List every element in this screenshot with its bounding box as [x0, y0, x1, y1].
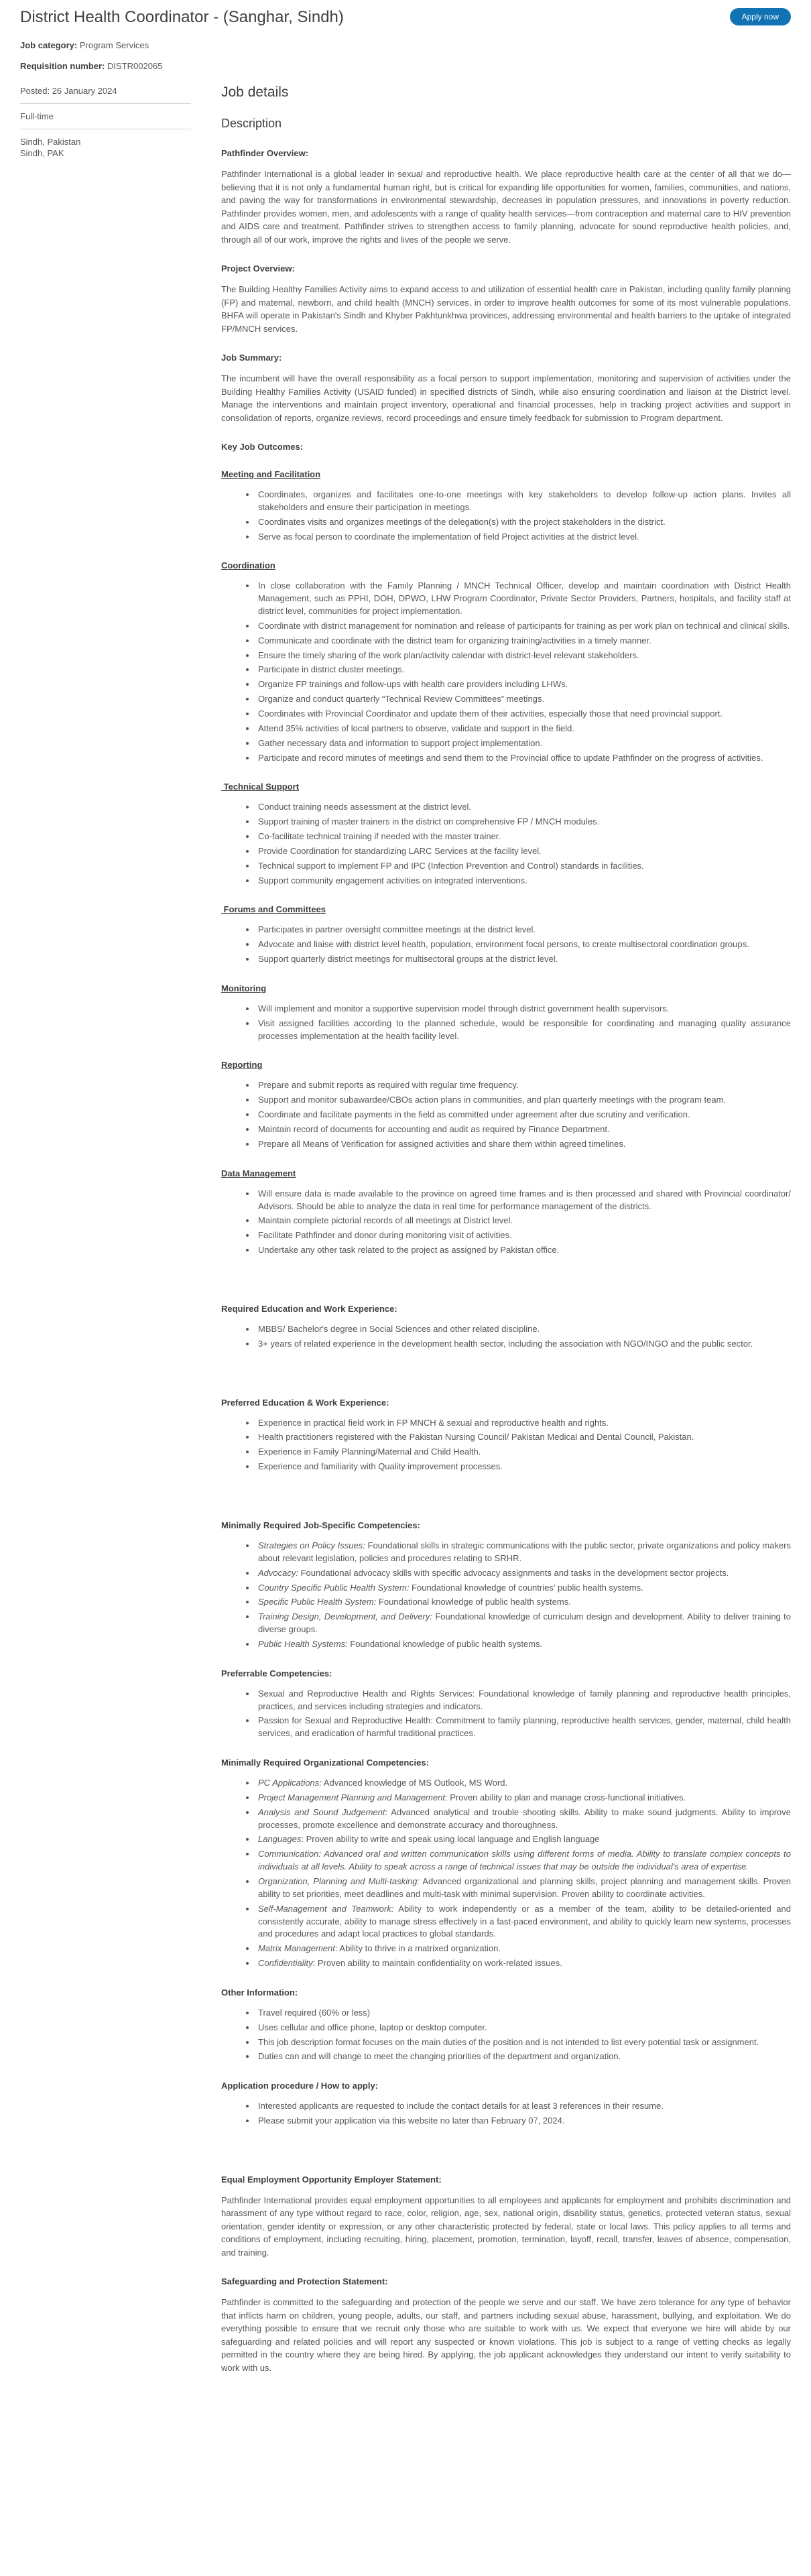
list-item: • Coordinate and facilitate payments in the field as committed under agreement after due scrutiny and verification. — [256, 1109, 791, 1121]
list-item: • Attend 35% activities of local partners to observe, validate and support in the field. — [256, 723, 791, 735]
list-item: • 3+ years of related experience in the development health sector, including the association with NGO/INGO and the public sector. — [256, 1338, 791, 1351]
list-item: • Coordinates visits and organizes meetings of the delegation(s) with the project stakeholders in the district. — [256, 516, 791, 529]
list-item: • Matrix Management: Ability to thrive in a matrixed organization. — [256, 1943, 791, 1955]
list-item: • Maintain record of documents for accounting and audit as required by Finance Department. — [256, 1123, 791, 1136]
list-item: • Strategies on Policy Issues: Foundational skills in strategic communications with the public sector, private organizations and policy makers about relevant legislation, policies and procedures relating to SRHR. — [256, 1540, 791, 1565]
section-paragraph: Pathfinder is committed to the safeguarding and protection of the people we serve and our staff. We have zero tolerance for any type of behavior that inflicts harm on children, young people, adults, our staff, and partners including sexual abuse, harassment, bullying, and exploitation. We do everything possible to ensure that we recruit only those who are suitable to work with us. We expect that everyone we hire will abide by our safeguarding and related policies and will report any suspected or known violations. This job is subject to a range of vetting checks as legally permitted in the country where they are being hired. By applying, the job applicant acknowledges they understand our intent to verify suitability to work with us. — [221, 2297, 791, 2373]
section-list — [221, 1079, 791, 1150]
two-column-layout — [20, 82, 791, 2386]
list-item: • Provide Coordination for standardizing LARC Services at the facility level. — [256, 845, 791, 858]
list-item: • Experience and familiarity with Quality improvement processes. — [256, 1461, 791, 1473]
section-list — [221, 1003, 791, 1043]
list-item: • Public Health Systems: Foundational knowledge of public health systems. — [256, 1638, 791, 1651]
list-item: • MBBS/ Bachelor's degree in Social Sciences and other related discipline. — [256, 1323, 791, 1336]
section-heading: Meeting and Facilitation — [221, 469, 321, 479]
section-heading: Minimally Required Job-Specific Competencies: — [221, 1520, 420, 1530]
section-list — [221, 1688, 791, 1740]
job-category-row — [20, 40, 791, 50]
location-line-1: Sindh, Pakistan — [20, 137, 81, 147]
description-heading: Description — [221, 117, 282, 130]
section-heading: Equal Employment Opportunity Employer Statement: — [221, 2174, 442, 2185]
list-item: • Please submit your application via this website no later than February 07, 2024. — [256, 2115, 791, 2128]
list-item: • Health practitioners registered with the Pakistan Nursing Council/ Pakistan Medical and Dental Council, Pakistan. — [256, 1431, 791, 1444]
list-item: • Training Design, Development, and Delivery: Foundational knowledge of curriculum design and development. Ability to deliver training to diverse groups. — [256, 1611, 791, 1636]
list-item: • Analysis and Sound Judgement: Advanced analytical and trouble shooting skills. Ability to make sound judgments. Ability to improve processes, promote excellence and demonstrate accuracy and thoroughness. — [256, 1806, 791, 1832]
list-item: • Gather necessary data and information to support project implementation. — [256, 737, 791, 750]
section-paragraph: The incumbent will have the overall responsibility as a focal person to support implementation, monitoring and supervision of activities under the Building Healthy Families Activity (USAID funded) in specified districts of Sindh, while also ensuring coordination and liaison at the District level. Manage the interventions and maintain project inventory, operational and financial processes, help in tracking project activities and support in consolidation of reports, organize reviews, record proceedings and ensure timely feedback for submission to Program department. — [221, 373, 791, 423]
list-item: • Prepare all Means of Verification for assigned activities and share them within agreed timelines. — [256, 1138, 791, 1151]
job-facts-sidebar — [20, 82, 191, 2386]
list-item: • This job description format focuses on the main duties of the position and is not intended to list every potential task or assignment. — [256, 2036, 791, 2049]
section-heading: Job Summary: — [221, 353, 282, 363]
list-item: • Will implement and monitor a supportive supervision model through district government health supervisors. — [256, 1003, 791, 1016]
section-heading: Data Management — [221, 1168, 296, 1178]
job-category-label: Job category: — [20, 40, 78, 50]
list-item: • Organize FP trainings and follow-ups with health care providers including LHWs. — [256, 678, 791, 691]
list-item: • Experience in practical field work in FP MNCH & sexual and reproductive health and rights. — [256, 1417, 791, 1430]
list-item: • Organization, Planning and Multi-tasking: Advanced organizational and planning skills, project planning and management skills. Proven ability to set priorities, meet deadlines and multi-task with minimal supervision. Proven ability to coordinate activities. — [256, 1876, 791, 1901]
list-item: • Support quarterly district meetings for multisectoral groups at the district level. — [256, 953, 791, 966]
divider — [20, 103, 191, 104]
list-item: • Facilitate Pathfinder and donor during monitoring visit of activities. — [256, 1229, 791, 1242]
job-details-main — [221, 82, 791, 2386]
job-details-heading: Job details — [221, 84, 289, 100]
section-heading: Technical Support — [221, 782, 300, 792]
section-list — [221, 801, 791, 887]
section-heading: Key Job Outcomes: — [221, 442, 304, 452]
list-item: • Travel required (60% or less) — [256, 2007, 791, 2020]
section-list — [221, 1188, 791, 1257]
section-list — [221, 2007, 791, 2063]
list-item: • Serve as focal person to coordinate the implementation of field Project activities at the district level. — [256, 531, 791, 544]
job-meta — [20, 40, 791, 71]
list-item: • Specific Public Health System: Foundational knowledge of public health systems. — [256, 1596, 791, 1609]
list-item: • Ensure the timely sharing of the work plan/activity calendar with district-level relevant stakeholders. — [256, 650, 791, 662]
employment-type: Full-time — [20, 111, 54, 121]
list-item: • Coordinates with Provincial Coordinator and update them of their activities, especially those that need provincial support. — [256, 708, 791, 721]
section-heading: Project Overview: — [221, 263, 295, 273]
header — [20, 5, 791, 40]
requisition-number-row — [20, 61, 791, 71]
description-sections — [221, 148, 791, 2374]
posted-date: Posted: 26 January 2024 — [20, 86, 117, 96]
requisition-number-value: DISTR002065 — [107, 61, 163, 71]
list-item: • Experience in Family Planning/Maternal and Child Health. — [256, 1446, 791, 1459]
list-item: • Visit assigned facilities according to the planned schedule, would be responsible for coordinating and managing quality assurance processes implementation at the health facility level. — [256, 1018, 791, 1043]
list-item: • Advocate and liaise with district level health, population, environment focal persons, to create multisectoral coordination groups. — [256, 938, 791, 951]
list-item: • Co-facilitate technical training if needed with the master trainer. — [256, 831, 791, 843]
list-item: • Participate and record minutes of meetings and send them to the Provincial office to update Pathfinder on the progress of activities. — [256, 752, 791, 765]
section-heading: Minimally Required Organizational Competencies: — [221, 1758, 429, 1768]
list-item: • Communicate and coordinate with the district team for organizing training/activities in a timely manner. — [256, 635, 791, 648]
section-heading: Coordination — [221, 560, 275, 571]
section-paragraph: Pathfinder International is a global leader in sexual and reproductive health. We place reproductive health care at the center of all that we do—believing that it is not only a fundamental human right, but is critical for expanding life opportunities for women, families, communities, and nations, and paving the way for transformations in environmental stewardship, decreases in population pressures, and innovations in poverty reduction. Pathfinder provides women, men, and adolescents with a range of quality health services—from contraception and maternal care to HIV prevention and AIDS care and treatment. Pathfinder strives to strengthen access to family planning, advocate for sound reproductive health policies, and, through all of our work, improve the rights and lives of the people we serve. — [221, 169, 791, 245]
section-heading: Safeguarding and Protection Statement: — [221, 2276, 388, 2287]
list-item: • Conduct training needs assessment at the district level. — [256, 801, 791, 814]
list-item: • Support and monitor subawardee/CBOs action plans in communities, and plan quarterly meetings with the program team. — [256, 1094, 791, 1107]
section-list — [221, 1540, 791, 1651]
section-heading: Reporting — [221, 1060, 263, 1070]
job-category-value: Program Services — [79, 40, 149, 50]
list-item: • Confidentiality: Proven ability to maintain confidentiality on work-related issues. — [256, 1957, 791, 1970]
section-heading: Required Education and Work Experience: — [221, 1303, 397, 1314]
list-item: • Coordinates, organizes and facilitates one-to-one meetings with key stakeholders to develop follow-up action plans. Invites all stakeholders and ensure their participation in meetings. — [256, 489, 791, 514]
apply-now-button[interactable]: Apply now — [730, 8, 791, 25]
section-list — [221, 1417, 791, 1473]
list-item: • Technical support to implement FP and IPC (Infection Prevention and Control) standards in facilities. — [256, 860, 791, 873]
section-heading: Pathfinder Overview: — [221, 148, 309, 158]
section-list — [221, 1777, 791, 1970]
list-item: • Uses cellular and office phone, laptop or desktop computer. — [256, 2022, 791, 2034]
requisition-number-label: Requisition number: — [20, 61, 105, 71]
section-list — [221, 1323, 791, 1351]
list-item: • Duties can and will change to meet the changing priorities of the department and organization. — [256, 2050, 791, 2063]
section-list — [221, 924, 791, 966]
section-heading: Other Information: — [221, 1987, 298, 1998]
list-item: • Communication: Advanced oral and written communication skills using different forms of media. Ability to translate complex concepts to individuals at all levels. Ability to speak across a range of technical issues that may be outside the individual's area of expertise. — [256, 1848, 791, 1874]
list-item: • PC Applications: Advanced knowledge of MS Outlook, MS Word. — [256, 1777, 791, 1790]
location-line-2: Sindh, PAK — [20, 148, 64, 158]
list-item: • In close collaboration with the Family Planning / MNCH Technical Officer, develop and maintain coordination with District Health Management, such as PPHI, DOH, DPWO, LHW Program Coordinator, Private Sector Providers, Partners, hospitals, and facility staff at district level, communities for project implementation. — [256, 580, 791, 618]
list-item: • Languages: Proven ability to write and speak using local language and English language — [256, 1833, 791, 1846]
section-list — [221, 489, 791, 543]
section-heading: Monitoring — [221, 983, 267, 993]
list-item: • Prepare and submit reports as required with regular time frequency. — [256, 1079, 791, 1092]
list-item: • Sexual and Reproductive Health and Rights Services: Foundational knowledge of family planning and reproductive health principles, practices, and services including strategies and indicators. — [256, 1688, 791, 1713]
list-item: • Project Management Planning and Management: Proven ability to plan and manage cross-functional initiatives. — [256, 1792, 791, 1804]
list-item: • Self-Management and Teamwork: Ability to work independently or as a member of the team, ability to be detailed-oriented and consistently accurate, ability to manage stress effectively in a fast-paced environment, and ability to quickly learn new systems, processes and procedures and adapt local practices to global standards. — [256, 1903, 791, 1941]
section-heading: Forums and Committees — [221, 904, 326, 915]
list-item: • Support community engagement activities on integrated interventions. — [256, 875, 791, 887]
section-list — [221, 580, 791, 764]
list-item: • Organize and conduct quarterly “Technical Review Committees” meetings. — [256, 693, 791, 706]
list-item: • Advocacy: Foundational advocacy skills with specific advocacy assignments and tasks in the development sector projects. — [256, 1567, 791, 1580]
list-item: • Maintain complete pictorial records of all meetings at District level. — [256, 1215, 791, 1227]
list-item: • Coordinate with district management for nomination and release of participants for training as per work plan on technical and clinical skills. — [256, 620, 791, 633]
list-item: • Participate in district cluster meetings. — [256, 664, 791, 676]
list-item: • Undertake any other task related to the project as assigned by Pakistan office. — [256, 1244, 791, 1257]
job-location — [20, 137, 191, 158]
section-heading: Application procedure / How to apply: — [221, 2081, 379, 2091]
section-heading: Preferred Education & Work Experience: — [221, 1397, 389, 1408]
section-paragraph: The Building Healthy Families Activity aims to expand access to and utilization of essential health care in Pakistan, including quality family planning (FP) and maternal, newborn, and child health (MNCH) services, in order to improve health outcomes for some of its most vulnerable populations. BHFA will operate in Pakistan's Sindh and Khyber Pakhtunkhwa provinces, addressing environmental and health barriers to the uptake of integrated FP/MNCH services. — [221, 284, 791, 334]
list-item: • Country Specific Public Health System: Foundational knowledge of countries’ public health systems. — [256, 1582, 791, 1595]
list-item: • Support training of master trainers in the district on comprehensive FP / MNCH modules. — [256, 816, 791, 829]
section-paragraph: Pathfinder International provides equal employment opportunities to all employees and applicants for employment and prohibits discrimination and harassment of any type without regard to race, color, religion, age, sex, national origin, disability status, genetics, protected veteran status, sexual orientation, gender identity or expression, or any other characteristic protected by federal, state or local laws. This policy applies to all terms and conditions of employment, including recruiting, hiring, placement, promotion, termination, layoff, recall, transfer, leaves of absence, compensation, and training. — [221, 2195, 791, 2258]
section-heading: Preferrable Competencies: — [221, 1668, 332, 1678]
page-title: District Health Coordinator - (Sanghar, Sindh) — [20, 8, 344, 26]
list-item: • Interested applicants are requested to include the contact details for at least 3 references in their resume. — [256, 2100, 791, 2113]
list-item: • Passion for Sexual and Reproductive Health: Commitment to family planning, reproductive health services, gender, maternal, child health services, and eradication of harmful traditional practices. — [256, 1715, 791, 1740]
list-item: • Participates in partner oversight committee meetings at the district level. — [256, 924, 791, 936]
list-item: • Will ensure data is made available to the province on agreed time frames and is then processed and shared with Provincial coordinator/ Advisors. Should be able to analyze the data in real time for performance management of the districts. — [256, 1188, 791, 1213]
section-list — [221, 2100, 791, 2128]
